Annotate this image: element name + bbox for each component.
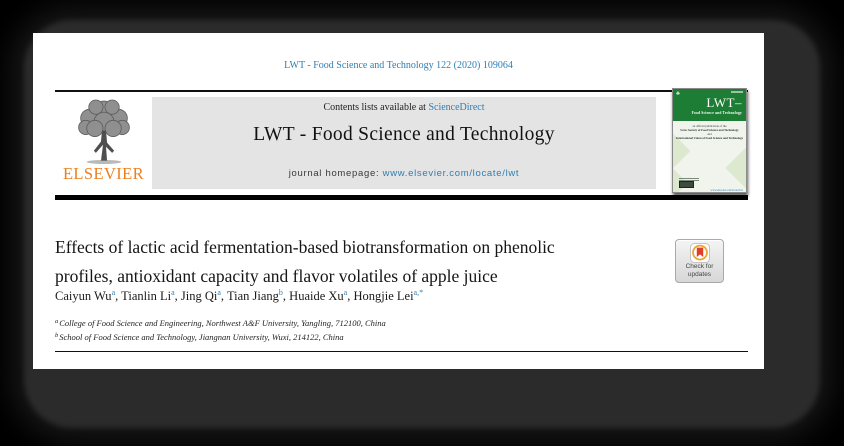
contents-prefix: Contents lists available at [323,102,429,113]
contents-list-line [152,102,656,113]
author-affil-sup: a [343,288,348,297]
author-affil-sup: a [217,288,221,297]
cover-society-lines [673,124,746,140]
author: Jing Qi$^a$, [180,288,227,303]
cover-society-line: International Union of Food Science and Technology [675,136,744,140]
author-affil-sup: a,* [413,288,424,297]
author: Tianlin Li$^a$, [121,288,181,303]
cover-barcode [679,181,694,188]
badge-label [676,263,723,278]
header-thick-rule [55,195,748,200]
cover-society-line: and [707,132,712,136]
cover-society-line: an official publication of the [692,124,727,128]
cover-tree-icon: ♣ [676,91,680,97]
title-block-bottom-rule [55,351,748,352]
article-title-line1: Effects of lactic acid fermentation-based biotransformation on phenolic [55,237,555,257]
author-line [55,289,695,304]
author: Caiyun Wu$^a$, [55,288,122,303]
cover-body [673,124,746,193]
homepage-link[interactable]: www.elsevier.com/locate/lwt [382,168,520,179]
elsevier-logo [55,96,152,189]
affiliation-b: $^b$School of Food Science and Technology, Jiangnan University, Wuxi, 214122, China [55,332,344,342]
cover-diamond-decor [725,145,747,190]
journal-title: LWT - Food Science and Technology [253,124,555,145]
author-affil-sup: b [278,288,283,297]
affiliation-marker: b [55,332,59,339]
badge-label-line2: updates [687,270,712,278]
elsevier-wordmark: ELSEVIER [62,164,145,183]
check-for-updates-badge[interactable] [675,239,724,283]
cover-subtitle: Food Science and Technology [691,111,742,115]
cover-homepage-link: www.elsevier.com/locate/lwt [710,189,743,192]
sciencedirect-link[interactable]: ScienceDirect [428,102,485,113]
affiliations [55,317,715,345]
article-title-line2: profiles, antioxidant capacity and flavor volatiles of apple juice [55,266,498,286]
journal-masthead-banner [152,97,656,189]
author-affil-sup: a [171,288,175,297]
author: Huaide Xu$^a$, [289,288,354,303]
author: Hongjie Lei$^{a,*}$ [353,288,424,303]
article-title [55,233,695,291]
cover-title: LWT– [706,95,742,110]
header-top-rule [55,90,748,92]
cover-society-line: Swiss Society of Food Science and Technology [680,128,739,132]
author-affil-sup: a [111,288,116,297]
homepage-prefix: journal homepage: [288,168,383,179]
article-first-page [33,33,764,369]
cover-volume-mark [731,91,743,93]
author: Tian Jiang$^b$, [226,288,290,303]
cover-header [673,89,746,121]
affiliation-a: $^a$College of Food Science and Engineering, Northwest A&F University, Yangling, 712100, China [55,318,386,328]
journal-cover-thumbnail[interactable] [672,88,747,193]
crossmark-icon [690,243,710,263]
journal-citation-link[interactable]: LWT - Food Science and Technology 122 (2020) 109064 [284,60,513,71]
affiliation-marker: a [55,318,59,325]
journal-homepage-line [152,168,656,179]
elsevier-tree-icon [72,98,136,165]
badge-label-line1: Check for [685,263,714,270]
